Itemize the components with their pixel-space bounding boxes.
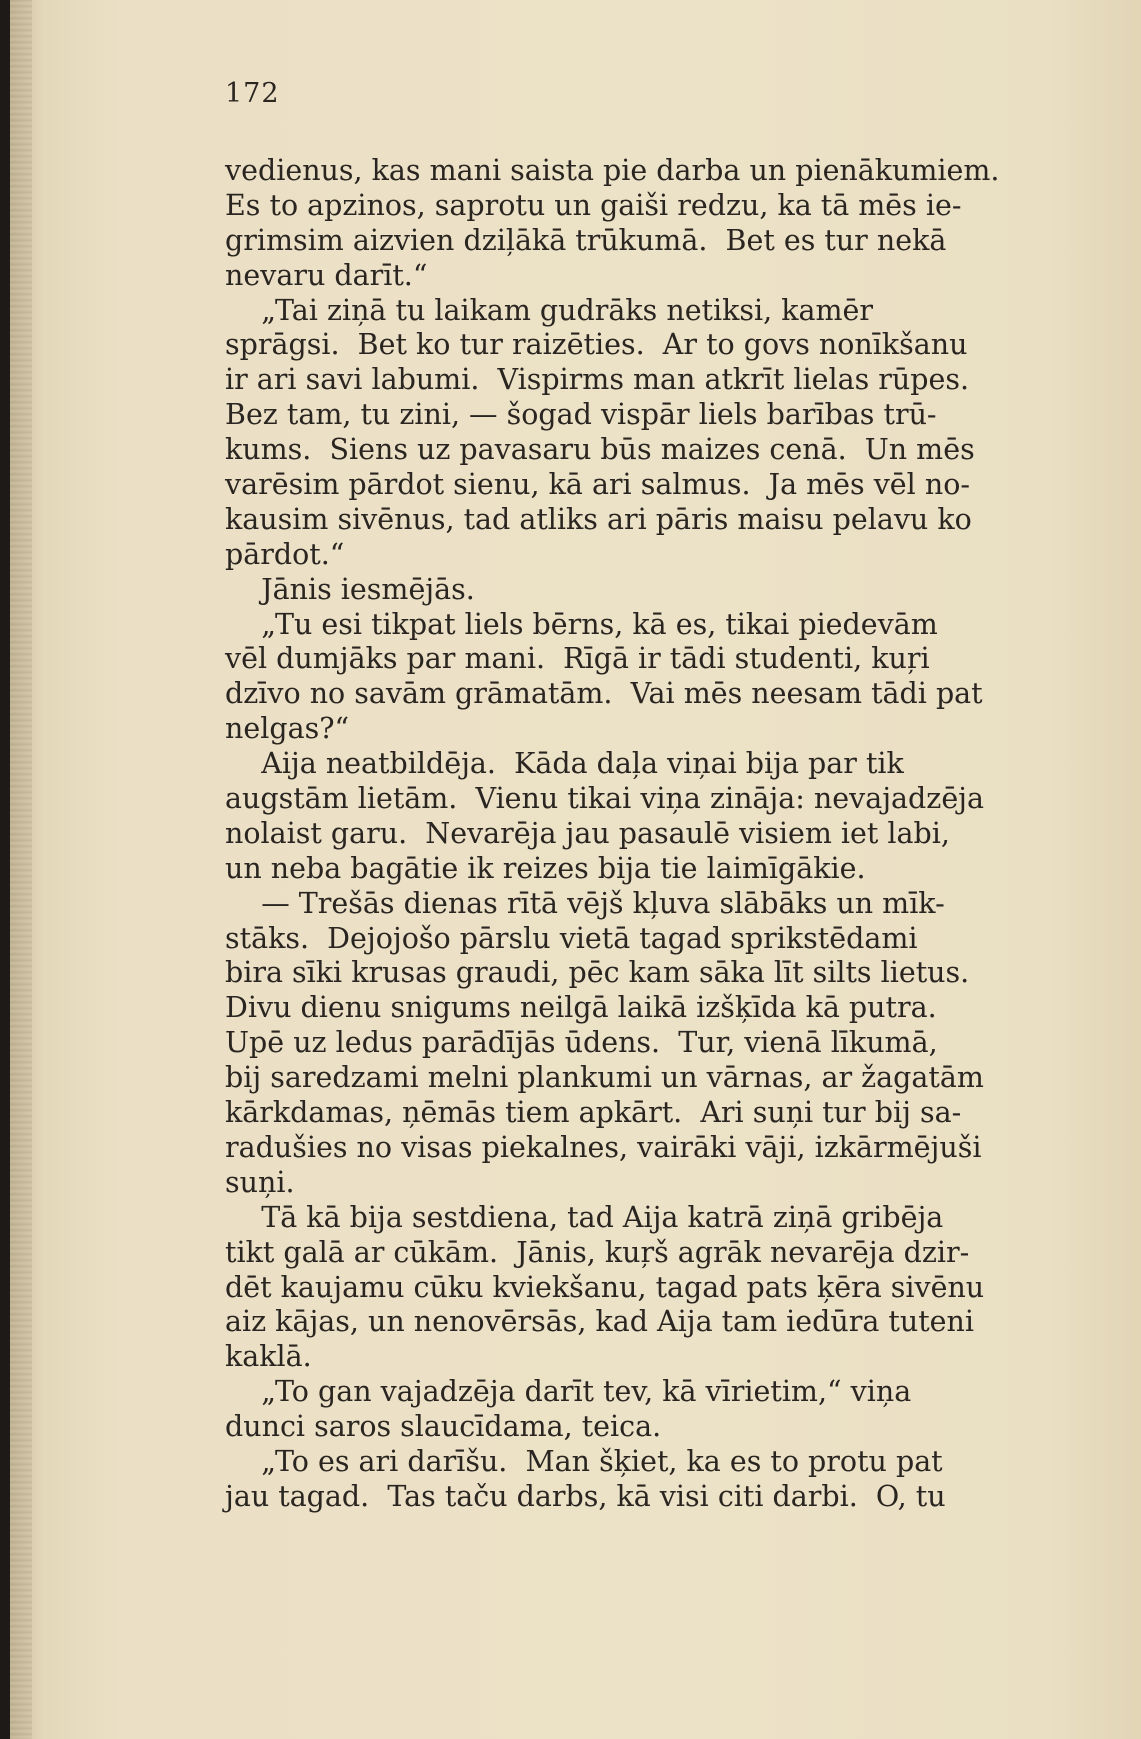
text-line: Aija neatbildēja. Kāda daļa viņai bija par tik [225, 747, 904, 781]
text-line: kaklā. [225, 1340, 312, 1374]
text-line: Es to apzinos, saprotu un gaiši redzu, ka tā mēs ie- [225, 188, 962, 222]
text-line: kums. Siens uz pavasaru būs maizes cenā. Un mēs [225, 433, 975, 467]
text-line: kausim sivēnus, tad atliks ari pāris maisu pelavu ko [225, 502, 972, 536]
text-line: augstām lietām. Vienu tikai viņa zināja: nevajadzēja [225, 782, 985, 816]
text-line: Upē uz ledus parādījās ūdens. Tur, vienā līkumā, [225, 1026, 938, 1060]
text-line: Bez tam, tu zini, — šogad vispār liels barības trū- [225, 398, 937, 432]
text-line: Tā kā bija sestdiena, tad Aija katrā ziņā gribēja [225, 1200, 944, 1234]
text-line: dzīvo no savām grāmatām. Vai mēs neesam tādi pat [225, 677, 983, 711]
text-line: stāks. Dejojošo pārslu vietā tagad sprikstēdami [225, 921, 918, 955]
text-line: radušies no visas piekalnes, vairāki vāji, izkārmējuši [225, 1130, 982, 1164]
text-line: „Tai ziņā tu laikam gudrāks netiksi, kamēr [225, 293, 874, 327]
text-line: „To gan vajadzēja darīt tev, kā vīrietim,“ viņa [225, 1375, 912, 1409]
text-line: grimsim aizvien dziļākā trūkumā. Bet es tur nekā [225, 223, 947, 257]
text-line: jau tagad. Tas taču darbs, kā visi citi darbi. O, tu [225, 1479, 946, 1513]
text-line: nevaru darīt.“ [225, 258, 428, 292]
text-line: Divu dienu snigums neilgā laikā izšķīda kā putra. [225, 991, 937, 1025]
text-line: dēt kaujamu cūku kviekšanu, tagad pats ķēra sivēnu [225, 1270, 985, 1304]
text-line: Jānis iesmējās. [225, 572, 475, 606]
text-line: — Trešās dienas rītā vējš kļuva slābāks un mīk- [225, 886, 945, 920]
text-line: bira sīki krusas graudi, pēc kam sāka līt silts lietus. [225, 956, 970, 990]
text-line: „To es ari darīšu. Man šķiet, ka es to protu pat [225, 1444, 943, 1478]
text-line: sprāgsi. Bet ko tur raizēties. Ar to govs nonīkšanu [225, 328, 968, 362]
text-line: ir ari savi labumi. Vispirms man atkrīt lielas rūpes. [225, 363, 970, 397]
text-line: kārkdamas, ņēmās tiem apkārt. Ari suņi tur bij sa- [225, 1096, 962, 1130]
text-line: „Tu esi tikpat liels bērns, kā es, tikai piedevām [225, 607, 938, 641]
text-line: nelgas?“ [225, 712, 350, 746]
text-line: nolaist garu. Nevarēja jau pasaulē visiem iet labi, [225, 816, 950, 850]
text-line: un neba bagātie ik reizes bija tie laimīgākie. [225, 851, 866, 885]
text-line: suņi. [225, 1165, 295, 1199]
text-line: vedienus, kas mani saista pie darba un pienākumiem. [225, 154, 1000, 187]
text-line: tikt galā ar cūkām. Jānis, kuŗš agrāk nevarēja dzir- [225, 1235, 970, 1269]
page-number: 172 [225, 78, 280, 109]
text-line: dunci saros slaucīdama, teica. [225, 1410, 662, 1444]
text-line: bij saredzami melni plankumi un vārnas, ar žagatām [225, 1061, 984, 1095]
book-page [10, 0, 1141, 1739]
text-line: pārdot.“ [225, 537, 345, 571]
text-line: varēsim pārdot sienu, kā ari salmus. Ja mēs vēl no- [225, 468, 970, 502]
body-text [225, 154, 1081, 1515]
text-line: aiz kājas, un nenovērsās, kad Aija tam iedūra tuteni [225, 1305, 975, 1339]
text-line: vēl dumjāks par mani. Rīgā ir tādi studenti, kuŗi [225, 642, 930, 676]
